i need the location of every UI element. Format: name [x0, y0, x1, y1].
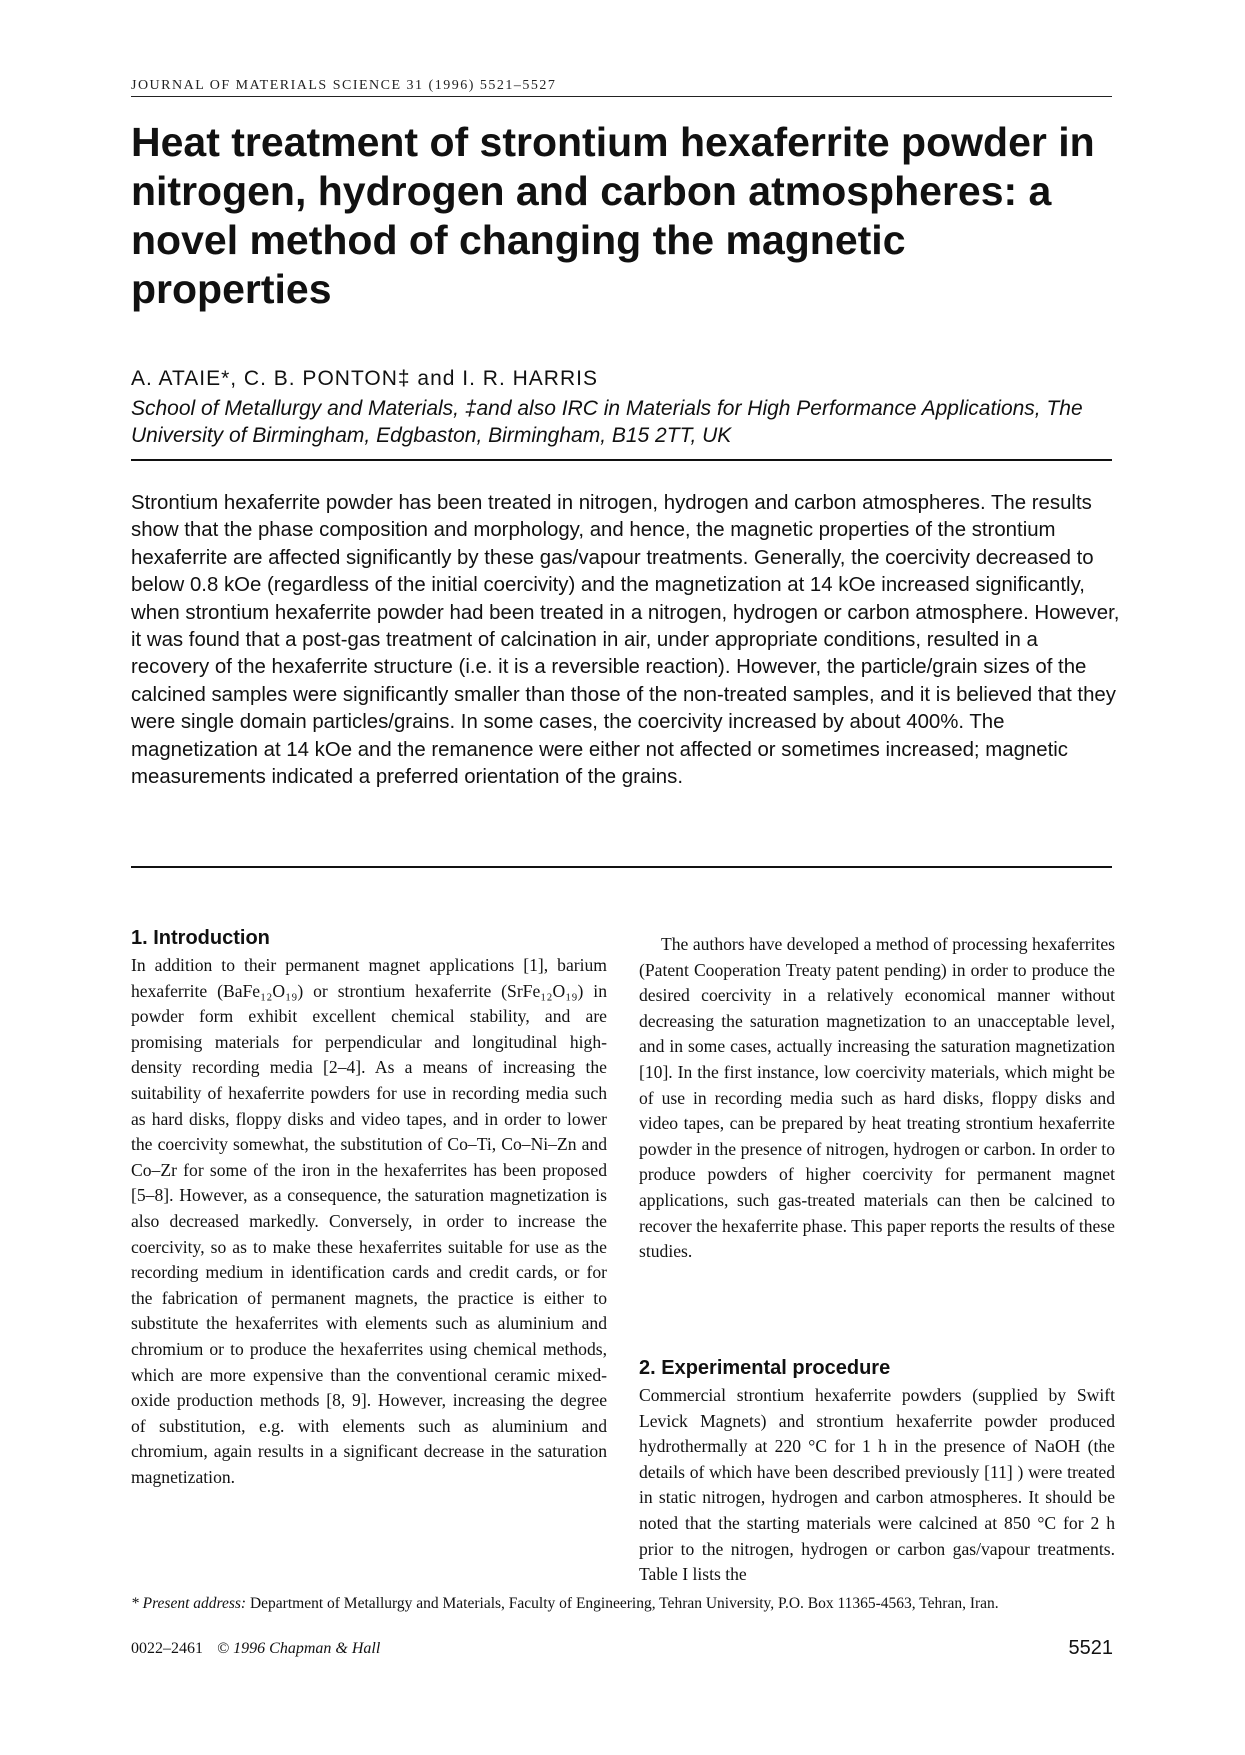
section-heading-introduction: 1. Introduction	[131, 927, 270, 949]
left-column	[131, 926, 607, 1490]
experimental-paragraph-1: Commercial strontium hexaferrite powders (supplied by Swift Levick Magnets) and strontium hexaferrite powder produced hydrothermally at 220 °C for 1 h in the presence of NaOH (the details of which have been described previously [11] ) were treated in static nitrogen, hydrogen and carbon atmospheres. It should be noted that the starting materials were calcined at 850 °C for 2 h prior to the nitrogen, hydrogen or carbon gas/vapour treatments. Table I lists the	[639, 1385, 1115, 1585]
copyright: © 1996 Chapman & Hall	[217, 1640, 381, 1657]
right-column	[639, 926, 1115, 1265]
footer-publication-info	[131, 1640, 380, 1658]
abstract: Strontium hexaferrite powder has been treated in nitrogen, hydrogen and carbon atmospheres. The results show that the phase composition and morphology, and hence, the magnetic properties of the strontium hexaferrite are affected significantly by these gas/vapour treatments. Generally, the coercivity decreased to below 0.8 kOe (regardless of the initial coercivity) and the magnetization at 14 kOe increased significantly, when strontium hexaferrite powder had been treated in a nitrogen, hydrogen or carbon atmosphere. However, it was found that a post-gas treatment of calcination in air, under appropriate conditions, resulted in a recovery of the hexaferrite structure (i.e. it is a reversible reaction). However, the particle/grain sizes of the calcined samples were significantly smaller than those of the non-treated samples, and it is believed that they were single domain particles/grains. In some cases, the coercivity increased by about 400%. The magnetization at 14 kOe and the remanence were either not affected or sometimes increased; magnetic measurements indicated a preferred orientation of the grains.	[131, 492, 1120, 789]
author-list: A. ATAIE*, C. B. PONTON‡ and I. R. HARRIS	[131, 367, 598, 390]
header-rule	[131, 96, 1112, 97]
abstract-top-rule	[131, 459, 1112, 461]
article-title: Heat treatment of strontium hexaferrite powder in nitrogen, hydrogen and carbon atmospheres: a novel method of changing the magnetic properties	[131, 119, 1095, 312]
abstract-bottom-rule	[131, 866, 1112, 868]
footnote-text: Department of Metallurgy and Materials, Faculty of Engineering, Tehran University, P.O. Box 11365-4563, Tehran, Iran.	[249, 1595, 999, 1612]
section-heading-experimental: 2. Experimental procedure	[639, 1357, 891, 1379]
issn: 0022–2461	[131, 1640, 203, 1657]
experimental-section	[639, 1356, 1115, 1588]
introduction-paragraph-2: The authors have developed a method of processing hexaferrites (Patent Cooperation Treaty patent pending) in order to produce the desired coercivity in a relatively economical manner without decreasing the saturation magnetization to an unacceptable level, and in some cases, actually increasing the saturation magnetization [10]. In the first instance, low coercivity materials, which might be of use in recording media such as hard disks, floppy disks and video tapes, can be prepared by heat treating strontium hexaferrite powder in the presence of nitrogen, hydrogen or carbon. In order to produce powders of higher coercivity for permanent magnet applications, such gas-treated materials can then be calcined to recover the hexaferrite phase. This paper reports the results of these studies.	[639, 934, 1115, 1262]
footnote	[131, 1595, 1121, 1613]
introduction-paragraph-1: In addition to their permanent magnet applications [1], barium hexaferrite (BaFe₁₂O₁₉) or strontium hexaferrite (SrFe₁₂O₁₉) in powder form exhibit excellent chemical stability, and are promising materials for perpendicular and longitudinal high-density recording media [2–4]. As a means of increasing the suitability of hexaferrite powders for use in recording media such as hard disks, floppy disks and video tapes, and in order to lower the coercivity somewhat, the substitution of Co–Ti, Co–Ni–Zn and Co–Zr for some of the iron in the hexaferrites has been proposed [5–8]. However, as a consequence, the saturation magnetization is also decreased markedly. Conversely, in order to increase the coercivity, so as to make these hexaferrites suitable for use as the recording medium in identification cards and credit cards, or for the fabrication of permanent magnets, the practice is either to substitute the hexaferrites with elements such as aluminium and chromium or to produce the hexaferrites using chemical methods, which are more expensive than the conventional ceramic mixed-oxide production methods [8, 9]. However, increasing the degree of substitution, e.g. with elements such as aluminium and chromium, again results in a significant decrease in the saturation magnetization.	[131, 955, 607, 1487]
affiliation: School of Metallurgy and Materials, ‡and also IRC in Materials for High Performance Applications, The University of Birmingham, Edgbaston, Birmingham, B15 2TT, UK	[131, 397, 1083, 447]
page-number: 5521	[1068, 1637, 1113, 1659]
running-head: JOURNAL OF MATERIALS SCIENCE 31 (1996) 5521–5527	[131, 78, 557, 93]
footnote-label: * Present address:	[131, 1595, 247, 1612]
